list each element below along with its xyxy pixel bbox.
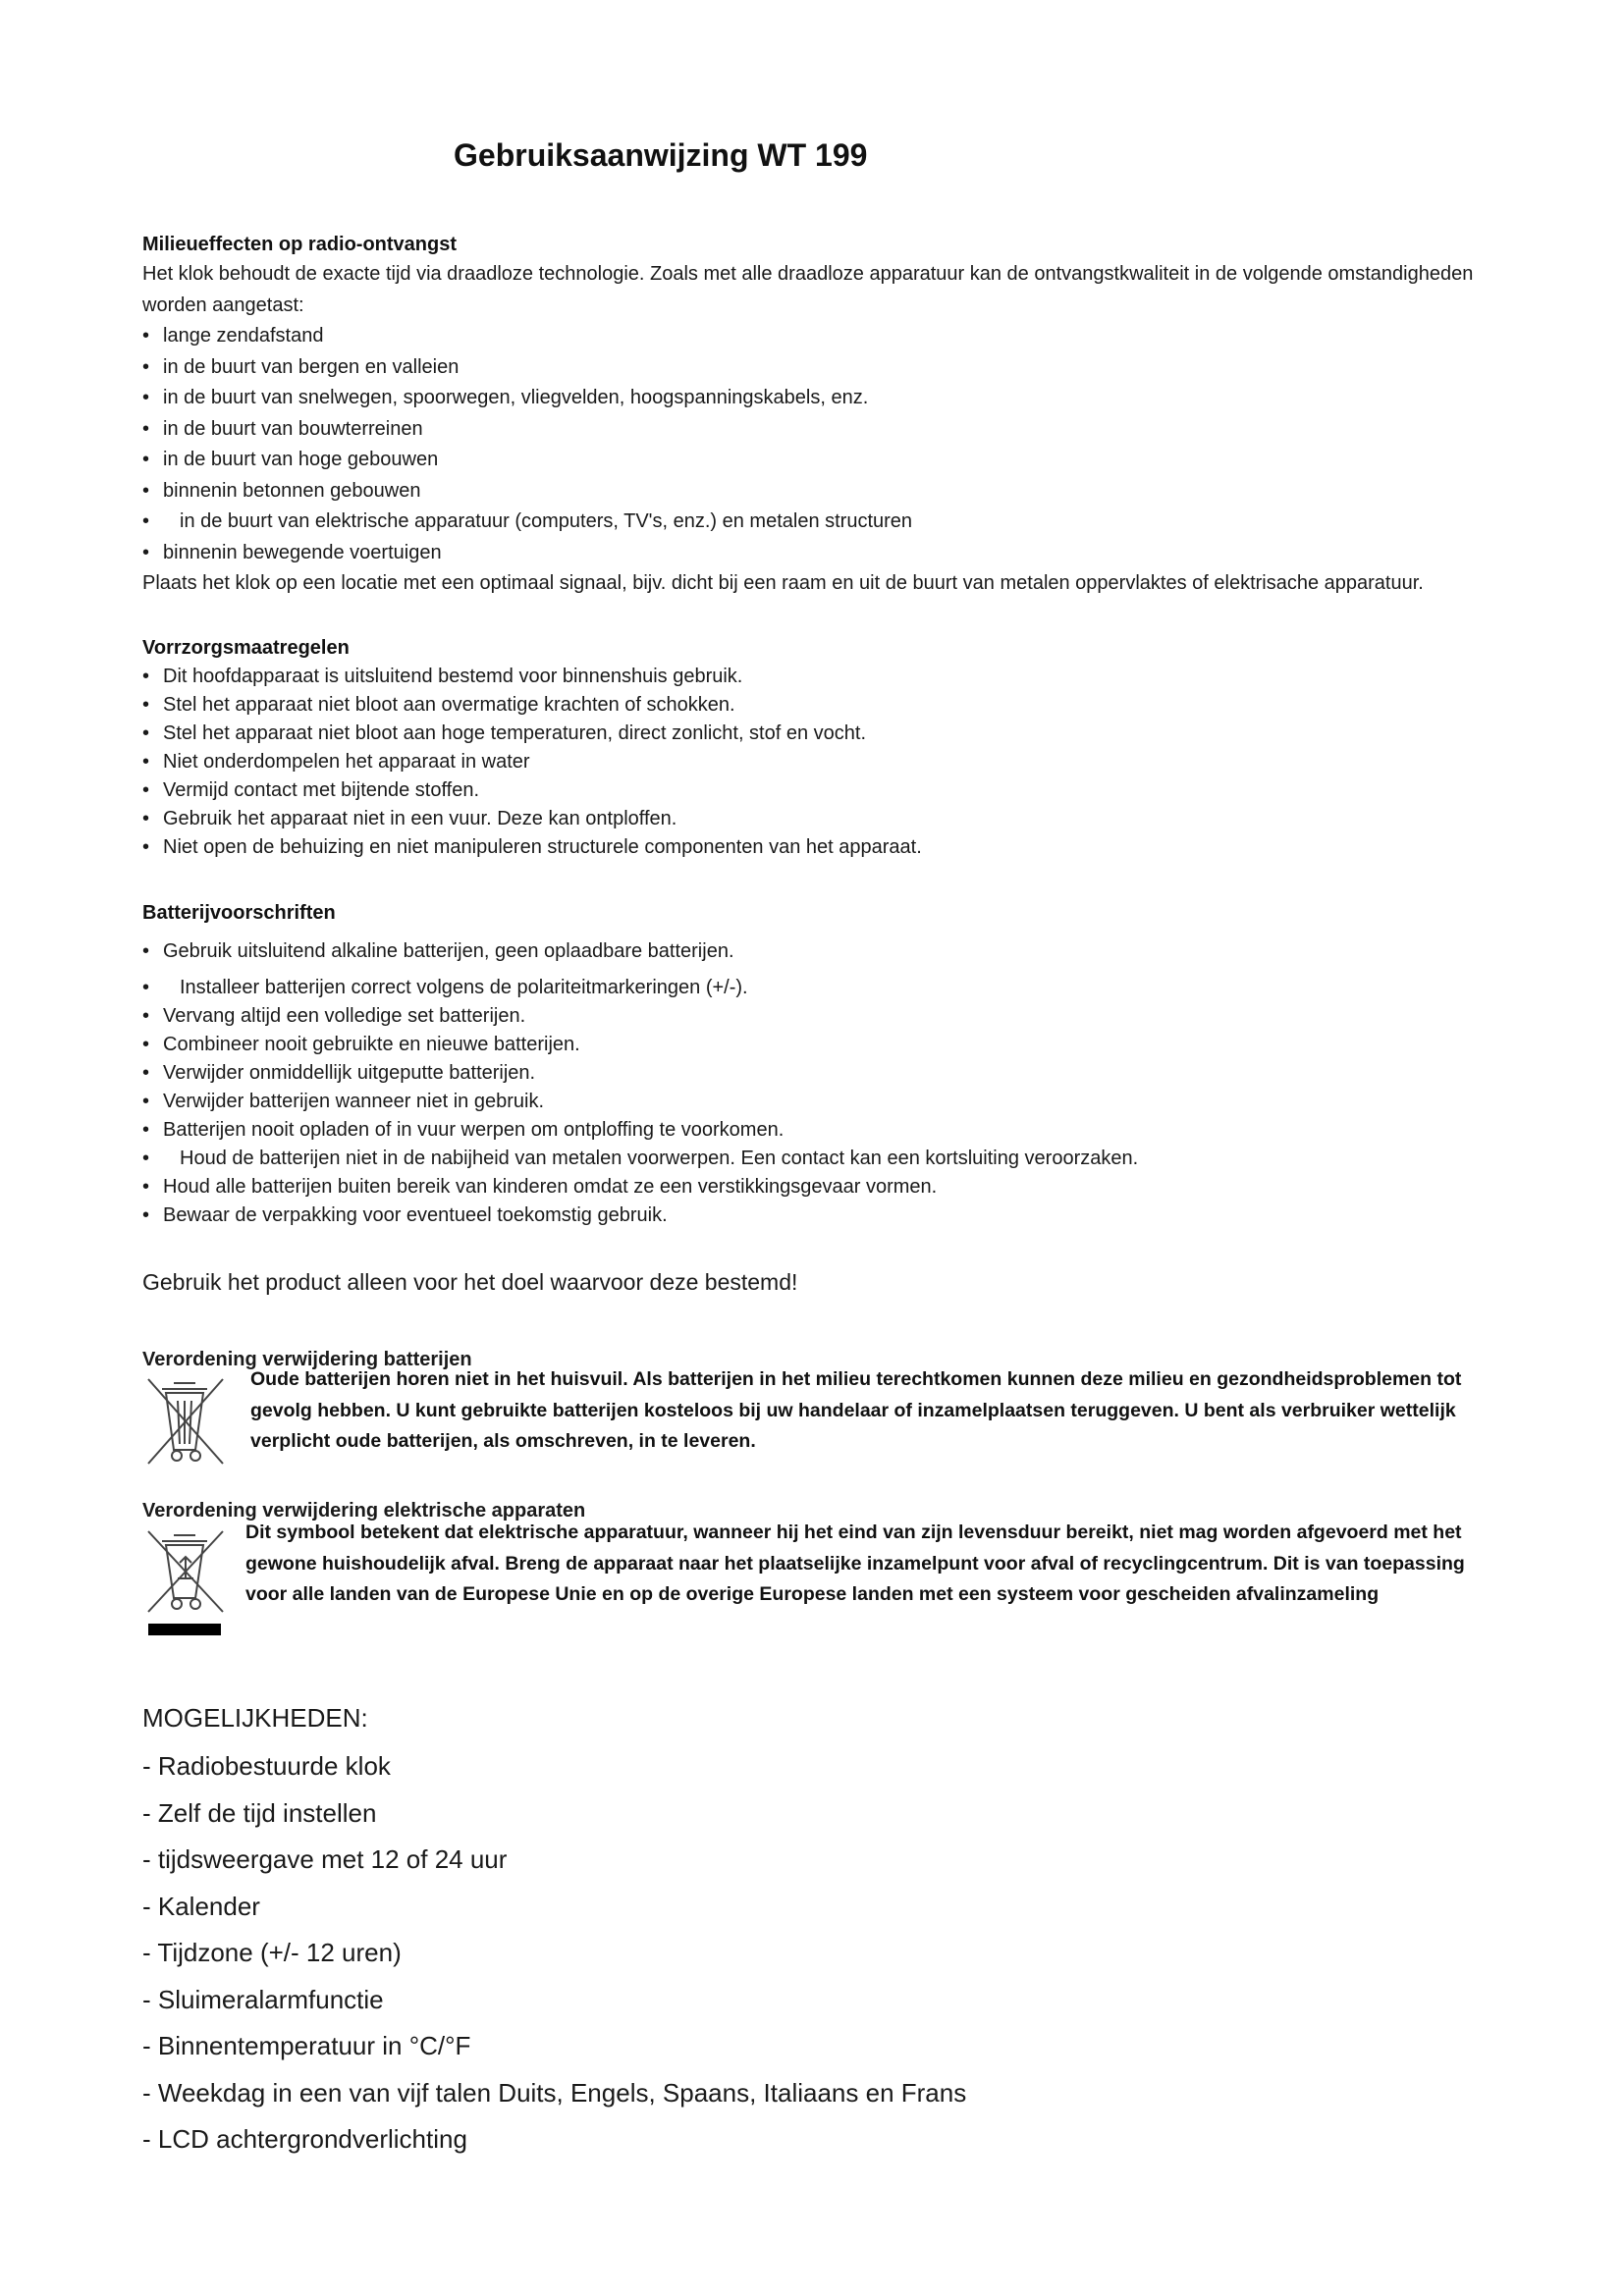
crossed-bin-icon [144,1377,227,1468]
precautions-section [142,633,1517,862]
battery-rules-list [142,937,1517,1230]
battery-disposal-text: Oude batterijen horen niet in het huisvuil. Als batterijen in het milieu terechtkomen kunnen deze milieu en gezondheidsproblemen tot gevolg hebben. U kunt gebruikte batterijen kosteloos bij uw handelaar of inzamelplaatsen teruggeven. U bent als verbruiker wettelijk verplicht oude batterijen, als omschreven, in te leveren. [250,1368,1462,1452]
feature-item: - Zelf de tijd instellen [142,1797,377,1828]
environment-section [142,230,1517,600]
list-item: • Gebruik het apparaat niet in een vuur. Deze kan ontploffen. [142,805,1517,833]
list-item: • Gebruik uitsluitend alkaline batterijen, geen oplaadbare batterijen. [142,937,1517,966]
list-item: • Installeer batterijen correct volgens de polariteitmarkeringen (+/-). [142,974,1517,1002]
feature-item: - Kalender [142,1891,260,1921]
environment-heading: Milieueffecten op radio-ontvangst [142,234,458,255]
feature-item: - Sluimeralarmfunctie [142,1984,384,2014]
list-item: • Houd alle batterijen buiten bereik van kinderen omdat ze een verstikkingsgevaar vormen. [142,1173,1517,1201]
list-item: • Dit hoofdapparaat is uitsluitend bestemd voor binnenshuis gebruik. [142,663,1517,691]
feature-item: - Tijdzone (+/- 12 uren) [142,1938,402,1967]
battery-rules-heading: Batterijvoorschriften [142,902,336,924]
list-item: • Vermijd contact met bijtende stoffen. [142,776,1517,805]
environment-list [142,321,1517,568]
environment-outro: Plaats het klok op een locatie met een optimaal signaal, bijv. dicht bij een raam en uit de buurt van metalen oppervlaktes of elektrisache apparatuur. [142,572,1424,594]
features-list [142,1743,1419,2163]
list-item: • Niet onderdompelen het apparaat in water [142,748,1517,776]
battery-rules-section [142,898,1517,1230]
list-item: • binnenin bewegende voertuigen [142,538,1517,569]
list-item: • Stel het apparaat niet bloot aan hoge temperaturen, direct zonlicht, stof en vocht. [142,720,1517,748]
list-item: • in de buurt van bouwterreinen [142,414,1517,446]
list-item: • Batterijen nooit opladen of in vuur werpen om ontploffing te voorkomen. [142,1116,1517,1145]
list-item: • in de buurt van elektrische apparatuur (computers, TV's, enz.) en metalen structuren [142,507,1517,538]
electrical-disposal-text: Dit symbool betekent dat elektrische apparatuur, wanneer hij het eind van zijn levensduur bereikt, niet mag worden afgevoerd met het gewone huishoudelijk afval. Breng de apparaat naar het plaatselijke inzamelpunt voor afval of recyclingcentrum. Dit is van toepassing voor alle landen van de Europese Unie en op de overige Europese landen met een systeem voor gescheiden afvalinzameling [245,1522,1465,1605]
list-item: • Verwijder batterijen wanneer niet in gebruik. [142,1088,1517,1116]
feature-item: - Binnentemperatuur in °C/°F [142,2031,471,2060]
feature-item: - Weekdag in een van vijf talen Duits, Engels, Spaans, Italiaans en Frans [142,2077,967,2108]
precautions-heading: Vorrzorgsmaatregelen [142,637,350,659]
crossed-bin-weee-icon [144,1529,227,1637]
environment-intro: Het klok behoudt de exacte tijd via draadloze technologie. Zoals met alle draadloze apparatuur kan de ontvangstkwaliteit in de volgende omstandigheden worden aangetast: [142,263,1474,316]
list-item: • Combineer nooit gebruikte en nieuwe batterijen. [142,1031,1517,1059]
feature-item: - Radiobestuurde klok [142,1751,391,1781]
list-item: • Bewaar de verpakking voor eventueel toekomstig gebruik. [142,1201,1517,1230]
battery-disposal-heading: Verordening verwijdering batterijen [142,1349,472,1370]
electrical-disposal-heading: Verordening verwijdering elektrische apparaten [142,1500,586,1522]
list-item: • Verwijder onmiddellijk uitgeputte batterijen. [142,1059,1517,1088]
list-item: • Stel het apparaat niet bloot aan overmatige krachten of schokken. [142,691,1517,720]
feature-item: - LCD achtergrondverlichting [142,2124,467,2154]
features-heading: MOGELIJKHEDEN: [142,1703,368,1733]
list-item: • Vervang altijd een volledige set batterijen. [142,1002,1517,1031]
page-title: Gebruiksaanwijzing WT 199 [454,137,868,173]
usage-notice: Gebruik het product alleen voor het doel waarvoor deze bestemd! [142,1269,798,1295]
list-item: • lange zendafstand [142,321,1517,352]
list-item: • in de buurt van bergen en valleien [142,352,1517,384]
feature-item: - tijdsweergave met 12 of 24 uur [142,1844,508,1874]
list-item: • in de buurt van hoge gebouwen [142,445,1517,476]
features-section [142,1698,1419,2163]
list-item: • in de buurt van snelwegen, spoorwegen, vliegvelden, hoogspanningskabels, enz. [142,383,1517,414]
list-item: • Houd de batterijen niet in de nabijheid van metalen voorwerpen. Een contact kan een kortsluiting veroorzaken. [142,1145,1517,1173]
precautions-list [142,663,1517,862]
list-item: • Niet open de behuizing en niet manipuleren structurele componenten van het apparaat. [142,833,1517,862]
list-item: • binnenin betonnen gebouwen [142,476,1517,507]
